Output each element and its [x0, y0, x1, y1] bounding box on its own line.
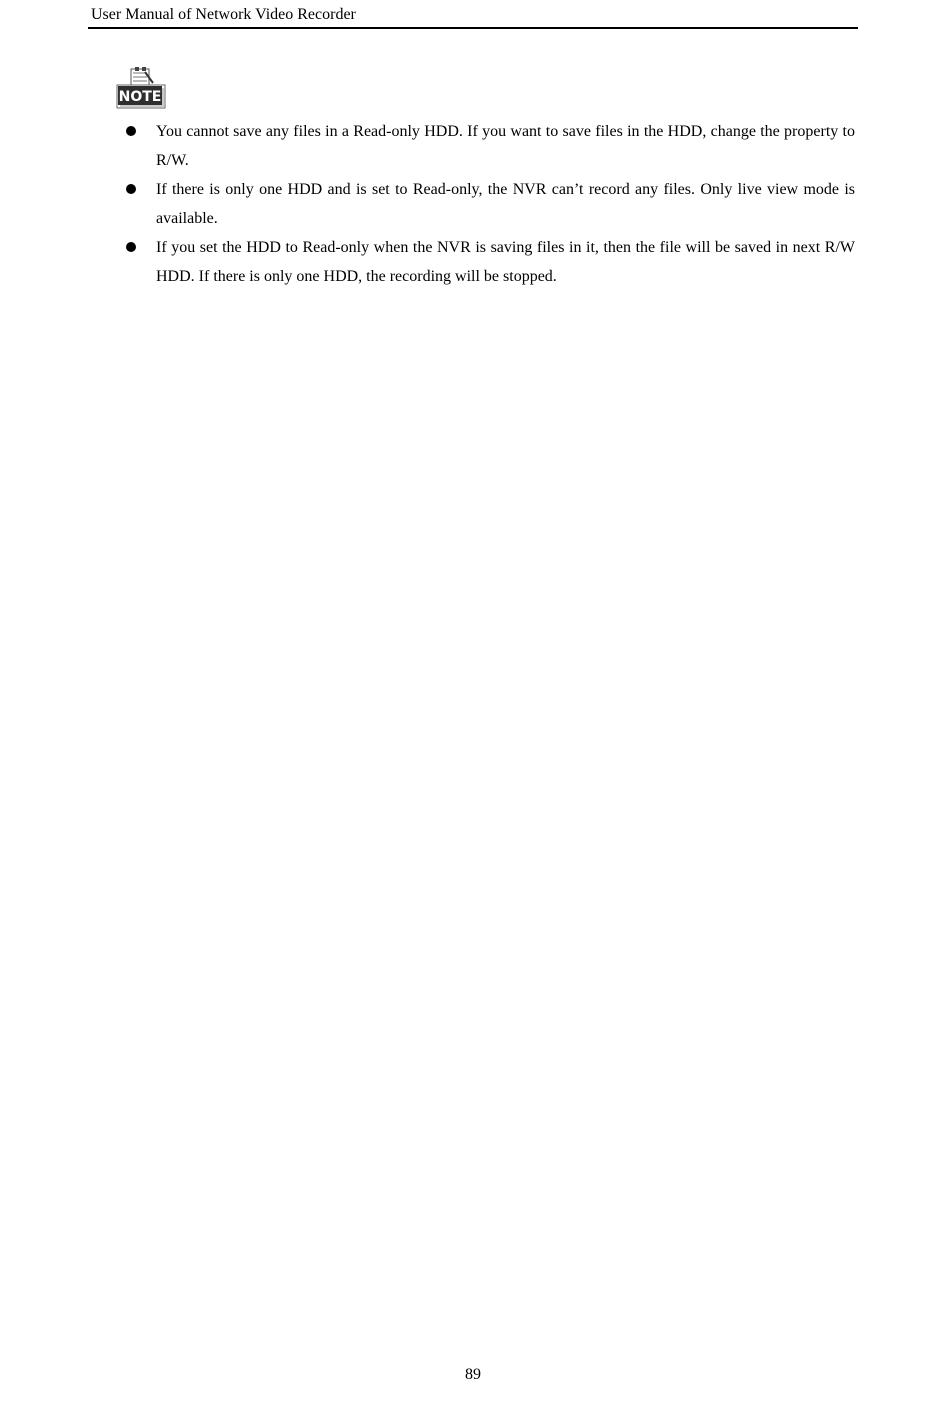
page-header — [88, 4, 858, 29]
svg-text:NOTE: NOTE — [118, 89, 162, 105]
list-item-text: If you set the HDD to Read-only when the NVR is saving files in it, then the file will be saved in next R/W HDD. If there is only one HDD, the recording will be stopped. — [156, 239, 855, 285]
list-item — [126, 175, 855, 233]
bullet-icon — [126, 242, 136, 252]
list-item-text: If there is only one HDD and is set to Read-only, the NVR can’t record any files. Only live view mode is available. — [156, 181, 855, 227]
list-item — [126, 233, 855, 291]
note-icon — [115, 66, 167, 110]
bullet-icon — [126, 184, 136, 194]
page-header-title: User Manual of Network Video Recorder — [91, 6, 356, 23]
note-list — [126, 117, 855, 291]
bullet-icon — [126, 126, 136, 136]
list-item-text: You cannot save any files in a Read-only HDD. If you want to save files in the HDD, change the property to R/W. — [156, 123, 855, 169]
page-number: 89 — [465, 1366, 481, 1383]
list-item — [126, 117, 855, 175]
